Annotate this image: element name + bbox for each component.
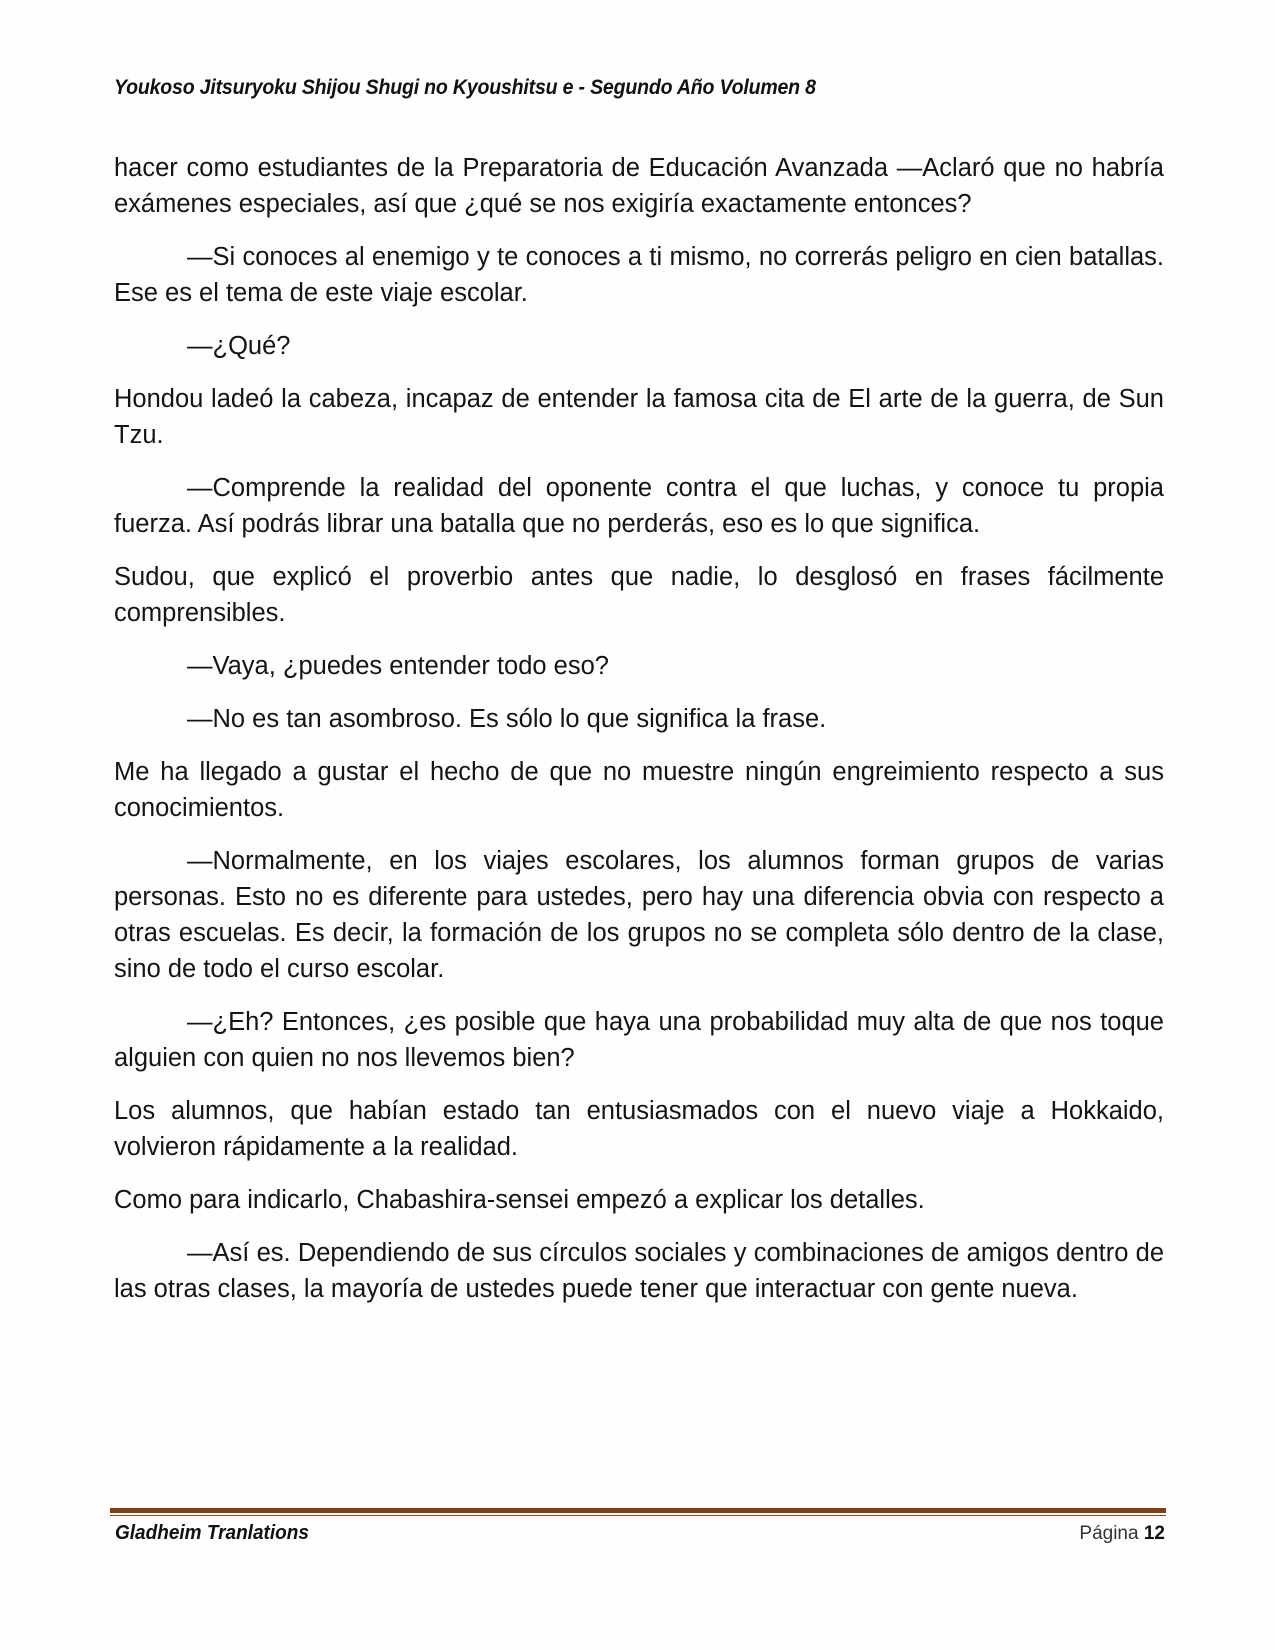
paragraph: Hondou ladeó la cabeza, incapaz de entender la famosa cita de El arte de la guerra, de Sun Tzu. — [114, 385, 1164, 449]
page-number — [1079, 1521, 1165, 1547]
paragraph: —No es tan asombroso. Es sólo lo que significa la frase. — [187, 705, 827, 733]
paragraph: —Comprende la realidad del oponente contra el que luchas, y conoce tu propia fuerza. Así podrás librar una batalla que no perderás, eso es lo que significa. — [114, 474, 1164, 538]
running-header: Youkoso Jitsuryoku Shijou Shugi no Kyoushitsu e - Segundo Año Volumen 8 — [114, 76, 816, 99]
paragraph: Los alumnos, que habían estado tan entusiasmados con el nuevo viaje a Hokkaido, volvieron rápidamente a la realidad. — [114, 1097, 1164, 1161]
paragraph: Como para indicarlo, Chabashira-sensei empezó a explicar los detalles. — [114, 1186, 925, 1214]
paragraph: Me ha llegado a gustar el hecho de que no muestre ningún engreimiento respecto a sus conocimientos. — [114, 758, 1164, 822]
paragraph: —Si conoces al enemigo y te conoces a ti mismo, no correrás peligro en cien batallas. Ese es el tema de este viaje escolar. — [114, 243, 1164, 307]
paragraph: hacer como estudiantes de la Preparatoria de Educación Avanzada —Aclaró que no habría exámenes especiales, así que ¿qué se nos exigiría exactamente entonces? — [114, 154, 1164, 218]
paragraph: —Normalmente, en los viajes escolares, los alumnos forman grupos de varias personas. Esto no es diferente para ustedes, pero hay una diferencia obvia con respecto a otras escuelas. Es decir, la formación de los grupos no se completa sólo dentro de la clase, sino de todo el curso escolar. — [114, 847, 1164, 983]
paragraph: —¿Qué? — [187, 332, 291, 360]
footer-divider — [110, 1508, 1166, 1513]
paragraph: Sudou, que explicó el proverbio antes que nadie, lo desglosó en frases fácilmente comprensibles. — [114, 563, 1164, 627]
paragraph: —Así es. Dependiendo de sus círculos sociales y combinaciones de amigos dentro de las otras clases, la mayoría de ustedes puede tener que interactuar con gente nueva. — [114, 1239, 1164, 1303]
page-label: Página — [1079, 1523, 1139, 1544]
page-number-value: 12 — [1143, 1523, 1165, 1544]
footer-divider-thin — [110, 1515, 1166, 1516]
body-text — [114, 150, 1164, 1324]
footer-publisher: Gladheim Tranlations — [115, 1522, 309, 1544]
paragraph: —¿Eh? Entonces, ¿es posible que haya una probabilidad muy alta de que nos toque alguien con quien no nos llevemos bien? — [114, 1008, 1164, 1072]
paragraph: —Vaya, ¿puedes entender todo eso? — [187, 652, 609, 680]
